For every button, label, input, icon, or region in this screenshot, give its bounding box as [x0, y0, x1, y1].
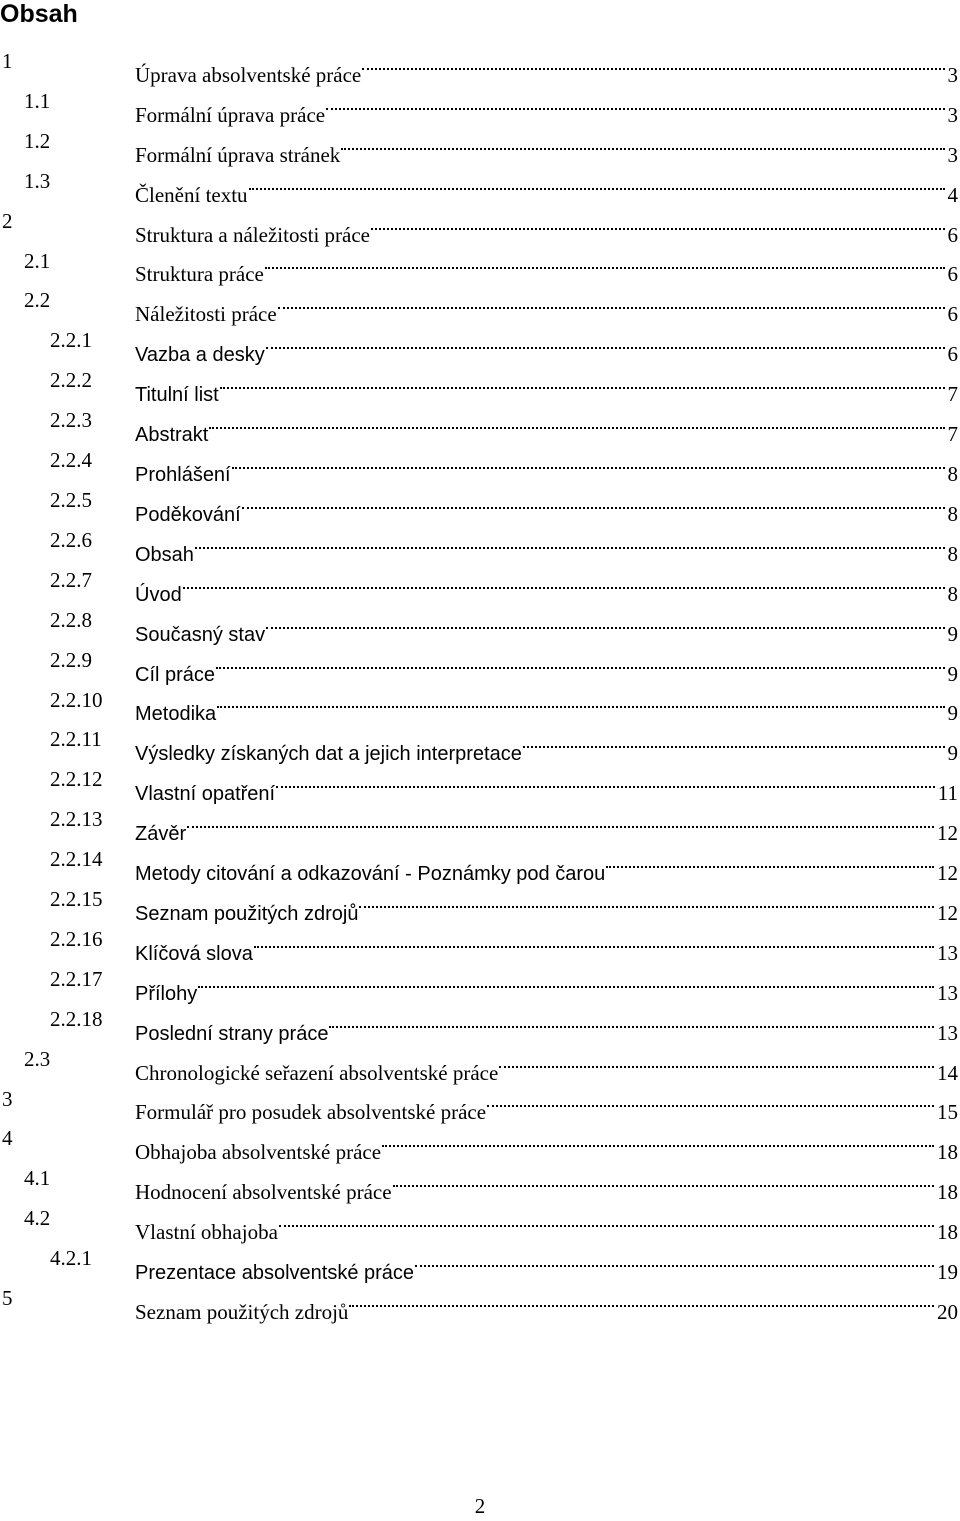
dot-leader [265, 242, 945, 282]
toc-entry-page: 12 [937, 821, 958, 846]
toc-entry-number: 2.2.5 [50, 487, 92, 512]
toc-entry-page: 8 [947, 501, 958, 526]
toc-entry[interactable] [0, 561, 960, 606]
toc-entry[interactable] [0, 800, 960, 846]
toc-entry-number: 4.2.1 [50, 1246, 92, 1271]
toc-entry-page: 9 [947, 661, 958, 686]
dot-leader [276, 760, 935, 800]
dot-leader [326, 82, 944, 122]
dot-leader [279, 1199, 934, 1239]
toc-entry-title: Seznam použitých zdrojů [135, 1293, 349, 1333]
toc-entry[interactable] [0, 521, 960, 566]
toc-entry-number: 2.2.16 [50, 926, 103, 951]
toc-entry-line [135, 162, 958, 207]
toc-entry[interactable] [0, 82, 960, 127]
toc-entry-number: 2.2.7 [50, 567, 92, 592]
toc-entry-number: 2.2.14 [50, 847, 103, 872]
toc-entry-line [135, 1080, 958, 1125]
toc-entry-line [135, 601, 958, 646]
toc-entry-line [135, 880, 958, 925]
toc-entry[interactable] [0, 202, 960, 247]
toc-entry-page: 13 [937, 940, 958, 965]
toc-entry[interactable] [0, 1279, 960, 1324]
toc-entry-title: Prezentace absolventské práce [135, 1254, 415, 1294]
toc-entry[interactable] [0, 441, 960, 486]
dot-leader [249, 162, 945, 202]
toc-entry-line [135, 42, 958, 87]
toc-entry-page: 7 [947, 422, 958, 447]
toc-entry-page: 19 [937, 1260, 958, 1285]
dot-leader [329, 1000, 934, 1040]
dot-leader [523, 720, 945, 760]
toc-entry-line [135, 760, 958, 806]
toc-entry[interactable] [0, 601, 960, 646]
toc-entry-line [135, 1000, 958, 1045]
toc-entry[interactable] [0, 720, 960, 766]
dot-leader [359, 880, 934, 920]
toc-entry-line [135, 1199, 958, 1245]
toc-entry[interactable] [0, 1159, 960, 1205]
toc-entry-number: 1.1 [24, 88, 51, 113]
dot-leader [266, 601, 944, 641]
toc-entry-page: 14 [937, 1060, 958, 1085]
toc-entry-line [135, 561, 958, 606]
toc-entry-title: Formální úprava práce [135, 96, 326, 136]
toc-entry-number: 4.2 [24, 1206, 51, 1231]
toc-entry-number: 2.2.9 [50, 647, 92, 672]
dot-leader [232, 441, 945, 481]
toc-entry-title: Závěr [135, 815, 187, 855]
toc-entry-line [135, 321, 958, 367]
toc-entry-title: Úprava absolventské práce [135, 56, 362, 96]
toc-entry-title: Formální úprava stránek [135, 136, 341, 176]
toc-entry-page: 13 [937, 1020, 958, 1045]
toc-entry-title: Současný stav [135, 616, 266, 656]
toc-entry-number: 2.3 [24, 1046, 51, 1071]
toc-entry-line [135, 361, 958, 407]
page-number: 2 [474, 1494, 486, 1518]
toc-entry-line [135, 840, 958, 886]
toc-entry[interactable] [0, 481, 960, 526]
toc-entry[interactable] [0, 760, 960, 806]
toc-entry-page: 6 [947, 342, 958, 367]
toc-entry-title: Obhajoba absolventské práce [135, 1133, 382, 1173]
toc-entry[interactable] [0, 681, 960, 726]
toc-entry-line [135, 960, 958, 1005]
toc-entry-title: Poděkování [135, 496, 242, 536]
toc-entry-title: Struktura práce [135, 255, 265, 295]
dot-leader [209, 401, 944, 441]
toc-entry-page: 6 [947, 302, 958, 327]
dot-leader [606, 840, 934, 880]
page-title: Obsah [0, 0, 78, 28]
toc-entry-page: 11 [937, 781, 958, 806]
dot-leader [393, 1159, 934, 1199]
toc-entry-page: 20 [937, 1300, 958, 1324]
dot-leader [216, 641, 944, 681]
toc-entry-number: 2.2.17 [50, 966, 103, 991]
toc-entry-number: 5 [2, 1286, 13, 1311]
toc-entry[interactable] [0, 1040, 960, 1085]
toc-entry-page: 18 [937, 1180, 958, 1205]
toc-entry-title: Metody citování a odkazování - Poznámky pod čarou [135, 855, 606, 895]
dot-leader [183, 561, 945, 601]
toc-entry-title: Výsledky získaných dat a jejich interpretace [135, 735, 523, 775]
toc-entry-title: Abstrakt [135, 416, 209, 456]
toc-entry-page: 6 [947, 262, 958, 287]
toc-entry-page: 9 [947, 621, 958, 646]
toc-entry-number: 2.2.4 [50, 448, 92, 473]
dot-leader [266, 321, 945, 361]
toc-entry[interactable] [0, 1199, 960, 1245]
toc-entry[interactable] [0, 281, 960, 327]
toc-entry-number: 3 [2, 1086, 13, 1111]
toc-entry-number: 2 [2, 208, 13, 233]
toc-entry[interactable] [0, 1119, 960, 1165]
toc-entry-page: 6 [947, 222, 958, 247]
toc-entry[interactable] [0, 321, 960, 367]
toc-entry-title: Členění textu [135, 176, 249, 216]
toc-entry-title: Obsah [135, 536, 195, 576]
toc-entry-page: 7 [947, 382, 958, 407]
dot-leader [371, 202, 945, 242]
toc-entry[interactable] [0, 162, 960, 207]
toc-entry-number: 1.2 [24, 128, 51, 153]
toc-entry-line [135, 1279, 958, 1324]
toc-entry-page: 13 [937, 980, 958, 1005]
toc-entry-page: 12 [937, 861, 958, 886]
dot-leader [217, 681, 944, 721]
dot-leader [362, 42, 944, 82]
toc-entry-number: 2.2.2 [50, 368, 92, 393]
table-of-contents [0, 42, 960, 1324]
toc-entry-number: 4.1 [24, 1166, 51, 1191]
toc-entry-line [135, 281, 958, 327]
toc-entry-page: 3 [947, 142, 958, 167]
dot-leader [415, 1239, 934, 1279]
toc-entry[interactable] [0, 42, 960, 87]
toc-entry-line [135, 1119, 958, 1165]
dot-leader [254, 920, 934, 960]
toc-entry-line [135, 641, 958, 686]
toc-entry-line [135, 82, 958, 127]
toc-entry-title: Chronologické seřazení absolventské práce [135, 1054, 499, 1094]
toc-entry[interactable] [0, 122, 960, 167]
toc-entry-line [135, 481, 958, 526]
toc-entry-line [135, 441, 958, 486]
dot-leader [278, 281, 945, 321]
toc-entry[interactable] [0, 1239, 960, 1285]
toc-entry-page: 18 [937, 1140, 958, 1165]
toc-entry-page: 8 [947, 581, 958, 606]
toc-entry[interactable] [0, 641, 960, 686]
dot-leader [187, 800, 934, 840]
toc-entry-line [135, 521, 958, 566]
toc-entry-number: 2.2.11 [50, 727, 102, 752]
toc-entry-line [135, 920, 958, 965]
dot-leader [195, 521, 945, 561]
toc-entry-line [135, 122, 958, 167]
toc-entry-page: 3 [947, 102, 958, 127]
toc-entry-title: Vlastní opatření [135, 775, 276, 815]
toc-entry-title: Formulář pro posudek absolventské práce [135, 1093, 487, 1133]
dot-leader [499, 1040, 934, 1080]
toc-entry-number: 2.2.12 [50, 767, 103, 792]
toc-entry-number: 1.3 [24, 168, 51, 193]
toc-entry-line [135, 401, 958, 447]
toc-entry-number: 2.2.8 [50, 607, 92, 632]
toc-entry-title: Klíčová slova [135, 935, 254, 975]
toc-entry-number: 2.2.6 [50, 527, 92, 552]
toc-entry-number: 2.2.10 [50, 687, 103, 712]
dot-leader [349, 1279, 934, 1319]
toc-entry-title: Vazba a desky [135, 336, 266, 376]
toc-entry-title: Seznam použitých zdrojů [135, 895, 359, 935]
toc-entry-page: 3 [947, 62, 958, 87]
toc-entry-number: 2.2 [24, 288, 51, 313]
toc-entry-title: Náležitosti práce [135, 295, 278, 335]
toc-entry-line [135, 242, 958, 287]
toc-entry-number: 2.2.18 [50, 1006, 103, 1031]
toc-entry-title: Přílohy [135, 975, 198, 1015]
dot-leader [487, 1080, 934, 1120]
dot-leader [198, 960, 934, 1000]
toc-entry[interactable] [0, 840, 960, 886]
toc-entry-page: 18 [937, 1220, 958, 1245]
dot-leader [242, 481, 945, 521]
toc-entry[interactable] [0, 960, 960, 1005]
toc-entry-page: 8 [947, 461, 958, 486]
toc-entry-line [135, 681, 958, 726]
toc-entry-title: Poslední strany práce [135, 1015, 329, 1055]
toc-entry-number: 2.2.3 [50, 408, 92, 433]
dot-leader [382, 1119, 934, 1159]
toc-entry-line [135, 1159, 958, 1205]
toc-entry-page: 9 [947, 741, 958, 766]
toc-entry-title: Úvod [135, 576, 183, 616]
toc-entry-line [135, 720, 958, 766]
toc-entry[interactable] [0, 1000, 960, 1045]
toc-entry-title: Metodika [135, 695, 217, 735]
toc-entry-number: 2.1 [24, 248, 51, 273]
toc-entry-number: 2.2.15 [50, 887, 103, 912]
toc-entry-title: Cíl práce [135, 656, 216, 696]
toc-entry[interactable] [0, 401, 960, 447]
toc-entry-line [135, 202, 958, 247]
toc-entry[interactable] [0, 242, 960, 287]
toc-entry-line [135, 1239, 958, 1285]
dot-leader [341, 122, 944, 162]
toc-entry-line [135, 800, 958, 846]
toc-entry-title: Vlastní obhajoba [135, 1213, 279, 1253]
toc-entry-page: 12 [937, 900, 958, 925]
toc-entry[interactable] [0, 1080, 960, 1125]
toc-entry-title: Titulní list [135, 376, 220, 416]
toc-entry-page: 4 [947, 182, 958, 207]
toc-entry-number: 1 [2, 49, 13, 73]
toc-entry-title: Prohlášení [135, 456, 232, 496]
toc-entry-line [135, 1040, 958, 1085]
toc-entry[interactable] [0, 920, 960, 965]
toc-entry-number: 2.2.1 [50, 328, 92, 353]
toc-entry-number: 4 [2, 1126, 13, 1151]
toc-entry-page: 8 [947, 541, 958, 566]
toc-entry-page: 15 [937, 1100, 958, 1125]
toc-entry[interactable] [0, 880, 960, 925]
toc-entry-title: Hodnocení absolventské práce [135, 1173, 393, 1213]
toc-entry-number: 2.2.13 [50, 807, 103, 832]
toc-entry-title: Struktura a náležitosti práce [135, 216, 371, 256]
toc-entry[interactable] [0, 361, 960, 407]
dot-leader [220, 361, 945, 401]
toc-entry-page: 9 [947, 701, 958, 726]
